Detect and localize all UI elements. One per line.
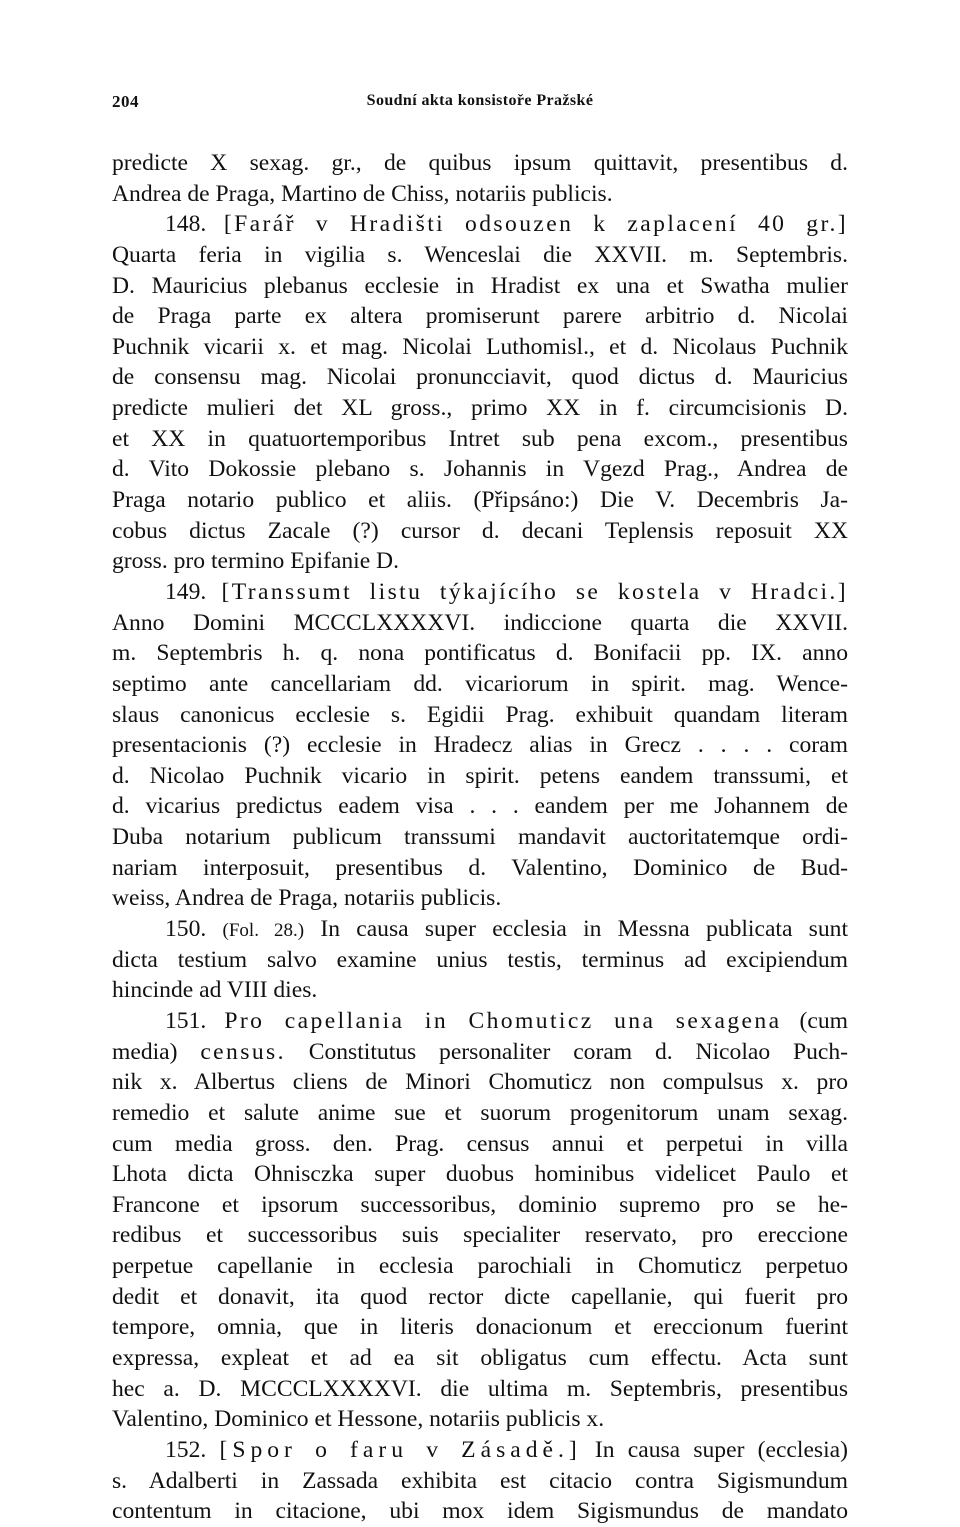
text-line: dicta testium salvo examine unius testis, terminus ad excipiendum	[112, 946, 848, 973]
entry-text: In causa super (ecclesia)	[581, 1436, 848, 1463]
text-line: et XX in quatuortemporibus Intret sub pena excom., presentibus	[112, 425, 848, 452]
text-line: perpetue capellanie in ecclesia parochiali in Chomuticz perpetuo	[112, 1253, 848, 1280]
text-line: nik x. Albertus cliens de Minori Chomuticz non compulsus x. pro	[112, 1069, 848, 1096]
text-line: septimo ante cancellariam dd. vicariorum in spirit. mag. Wence-	[112, 670, 848, 697]
entry-text: In causa super ecclesia in Messna publicata sunt	[304, 916, 849, 943]
text-line: Valentino, Dominico et Hessone, notariis publicis x.	[112, 1406, 605, 1433]
entry-number: 149.	[165, 578, 222, 605]
entry-number: 151.	[165, 1007, 225, 1034]
text-line: m. Septembris h. q. nona pontificatus d. Bonifacii pp. IX. anno	[112, 640, 848, 667]
text-line: D. Mauricius plebanus ecclesie in Hradist ex una et Swatha mulier	[112, 272, 848, 299]
text-line: de Praga parte ex altera promiserunt parere arbitrio d. Nicolai	[112, 303, 848, 330]
entry-151-heading	[112, 1006, 848, 1037]
entry-text: Constitutus personaliter coram d. Nicolao Puch-	[285, 1038, 848, 1065]
entry-title: Pro capellania in Chomuticz una sexagena	[224, 1007, 782, 1034]
text-line: nariam interposuit, presentibus d. Valentino, Dominico de Bud-	[112, 854, 848, 881]
text-line: slaus canonicus ecclesie s. Egidii Prag. exhibuit quandam literam	[112, 701, 848, 728]
text-line: cum media gross. den. Prag. census annui et perpetui in villa	[112, 1130, 848, 1157]
text-line: d. Vito Dokossie plebano s. Johannis in Vgezd Prag., Andrea de	[112, 456, 848, 483]
text-line: Lhota dicta Ohnisczka super duobus hominibus videlicet Paulo et	[112, 1161, 848, 1188]
entry-title: [Spor o faru v Zásadě.]	[219, 1436, 582, 1463]
text-line: tempore, omnia, que in literis donacionum et ereccionum fuerint	[112, 1314, 848, 1341]
text-line: predicte mulieri det XL gross., primo XX in f. circumcisionis D.	[112, 395, 848, 422]
text-line: Anno Domini MCCCLXXXXVI. indiccione quarta die XXVII.	[112, 609, 848, 636]
entry-number: 148.	[165, 211, 224, 238]
entry-title: census.	[200, 1038, 286, 1065]
text-line	[112, 1037, 848, 1068]
text-line: Francone et ipsorum successoribus, dominio supremo pro se he-	[112, 1191, 848, 1218]
text-line: contentum in citacione, ubi mox idem Sigismundus de mandato	[112, 1498, 848, 1525]
text-line: d. Nicolao Puchnik vicario in spirit. petens eandem transsumi, et	[112, 762, 848, 789]
text-line: de consensu mag. Nicolai pronuncciavit, quod dictus d. Mauricius	[112, 364, 848, 391]
page-header	[112, 92, 848, 118]
text-line: dedit et donavit, ita quod rector dicte capellanie, qui fuerit pro	[112, 1283, 848, 1310]
entry-title: [Farář v Hradišti odsouzen k zaplacení 40 gr.]	[223, 211, 848, 238]
text-line: remedio et salute anime sue et suorum progenitorum unam sexag.	[112, 1099, 848, 1126]
page-number: 204	[112, 92, 139, 111]
running-head: Soudní akta konsistoře Pražské	[366, 92, 594, 109]
text-line: predicte X sexag. gr., de quibus ipsum quittavit, presentibus d.	[112, 150, 848, 176]
text-line: Duba notarium publicum transsumi mandavit auctoritatemque ordi-	[112, 824, 848, 851]
text-line: Puchnik vicarii x. et mag. Nicolai Luthomisl., et d. Nicolaus Puchnik	[112, 333, 848, 360]
entry-150-heading	[112, 914, 848, 945]
text-line: s. Adalberti in Zassada exhibita est citacio contra Sigismundum	[112, 1467, 848, 1494]
text-line: Andrea de Praga, Martino de Chiss, notariis publicis.	[112, 180, 613, 207]
entry-number: 150.	[165, 916, 223, 943]
entry-number: 152.	[165, 1436, 220, 1463]
entry-title: [Transsumt listu týkajícího se kostela v Hradci.]	[221, 578, 848, 605]
text-line: redibus et successoribus suis specialiter reservato, pro ereccione	[112, 1222, 848, 1249]
text-line: Quarta feria in vigilia s. Wenceslai die XXVII. m. Septembris.	[112, 241, 848, 268]
entry-148-heading	[112, 209, 848, 240]
entry-text: (cum	[781, 1007, 848, 1034]
text-line: hec a. D. MCCCLXXXXVI. die ultima m. Septembris, presentibus	[112, 1375, 848, 1402]
text-line: cobus dictus Zacale (?) cursor d. decani Teplensis reposuit XX	[112, 517, 848, 544]
text-line: presentacionis (?) ecclesie in Hradecz alias in Grecz . . . . coram	[112, 732, 848, 759]
body-text	[112, 148, 848, 1527]
entry-149-heading	[112, 577, 848, 608]
text-line: weiss, Andrea de Praga, notariis publicis.	[112, 885, 502, 912]
text-line: Praga notario publico et aliis. (Připsáno:) Die V. Decembris Ja-	[112, 487, 848, 514]
text-line: expressa, expleat et ad ea sit obligatus cum effectu. Acta sunt	[112, 1344, 848, 1371]
text-line: d. vicarius predictus eadem visa . . . eandem per me Johannem de	[112, 793, 848, 820]
entry-text: media)	[112, 1038, 201, 1065]
text-line: gross. pro termino Epifanie D.	[112, 548, 399, 575]
text-line: hincinde ad VIII dies.	[112, 977, 318, 1004]
folio-reference: (Fol. 28.)	[222, 920, 305, 942]
